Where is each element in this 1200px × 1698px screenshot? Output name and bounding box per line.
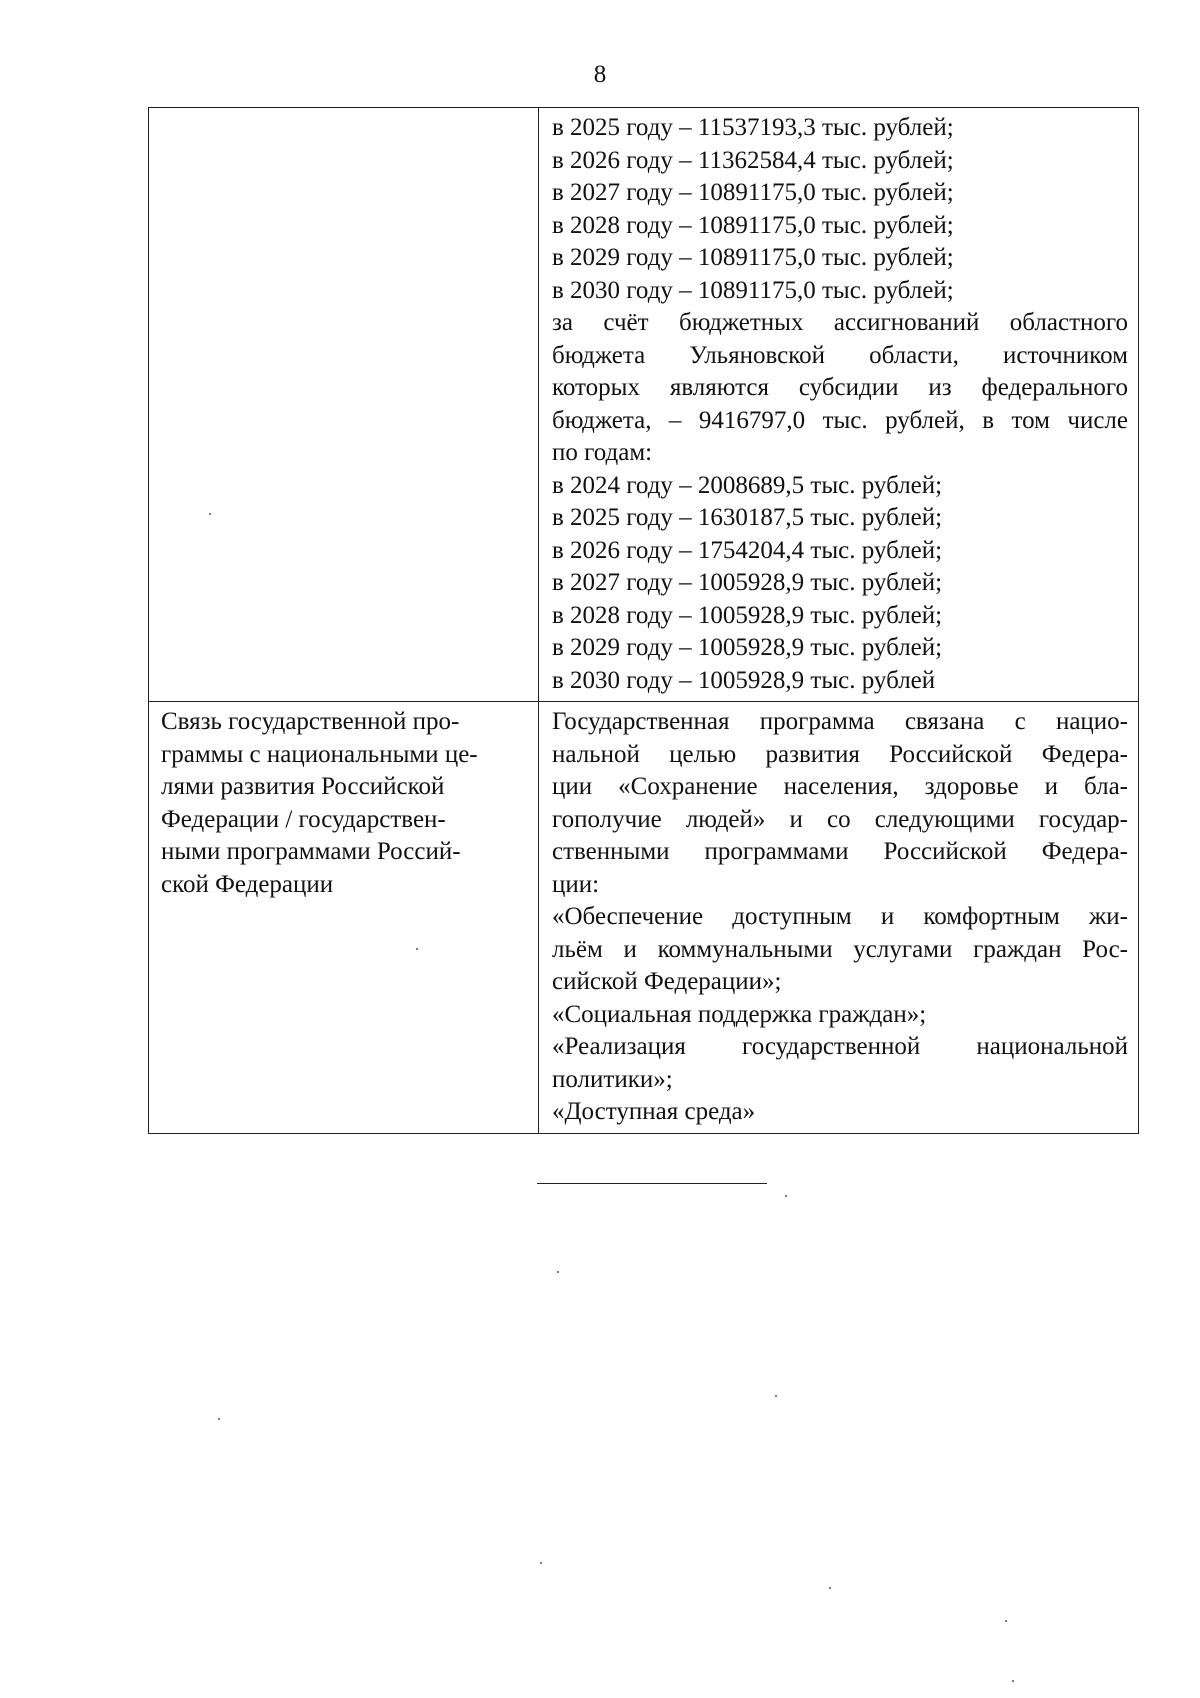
funding-line: в 2030 году – 10891175,0 тыс. рублей;: [552, 276, 954, 304]
heading-line: ской Федерации: [161, 870, 334, 898]
funding-line: в 2024 году – 2008689,5 тыс. рублей;: [552, 471, 943, 499]
programs-line: ции:: [552, 870, 600, 898]
programs-line: ции «Сохранение населения, здоровье и бла-: [552, 773, 1128, 800]
funding-line: бюджета Ульяновской области, источником: [552, 341, 1128, 369]
heading-line: ными программами Россий-: [161, 838, 461, 865]
scan-speck: [775, 1395, 777, 1397]
table-row: [149, 108, 1139, 702]
funding-line: в 2029 году – 1005928,9 тыс. рублей;: [552, 634, 943, 661]
funding-line: в 2026 году – 11362584,4 тыс. рублей;: [552, 146, 954, 174]
scan-speck: [209, 513, 211, 515]
scan-speck: [540, 1562, 542, 1564]
funding-line: бюджета, – 9416797,0 тыс. рублей, в том числе: [552, 406, 1128, 434]
heading-line: Связь государственной про-: [161, 708, 460, 735]
passport-table: [148, 107, 1139, 1134]
programs-line: ственными программами Российской Федера-: [552, 838, 1128, 865]
table-cell-programs: [539, 702, 1139, 1134]
scan-speck: [829, 1587, 831, 1589]
scan-speck: [1012, 1680, 1014, 1682]
funding-line: которых являются субсидии из федерального: [552, 374, 1128, 401]
programs-line: «Реализация государственной национальной: [552, 1033, 1128, 1060]
funding-line: в 2030 году – 1005928,9 тыс. рублей: [552, 666, 936, 694]
funding-line: в 2025 году – 11537193,3 тыс. рублей;: [552, 114, 954, 141]
funding-line: в 2028 году – 10891175,0 тыс. рублей;: [552, 211, 954, 239]
funding-line: в 2025 году – 1630187,5 тыс. рублей;: [552, 504, 943, 531]
scan-speck: [416, 948, 418, 950]
table-cell-funding: [539, 108, 1139, 702]
scan-speck: [1005, 1620, 1007, 1622]
programs-line: сийской Федерации»;: [552, 968, 782, 995]
programs-line: «Социальная поддержка граждан»;: [552, 1000, 927, 1028]
table-row: [149, 702, 1139, 1134]
programs-line: Государственная программа связана с нацио-: [552, 708, 1128, 735]
funding-line: в 2027 году – 1005928,9 тыс. рублей;: [552, 569, 943, 596]
page-number: 8: [593, 61, 607, 88]
programs-line: политики»;: [552, 1065, 673, 1093]
funding-line: за счёт бюджетных ассигнований областного: [552, 309, 1128, 336]
end-of-document-rule: [537, 1183, 767, 1184]
programs-line: льём и коммунальными услугами граждан Рос-: [552, 935, 1128, 963]
heading-line: лями развития Российской: [161, 773, 445, 800]
heading-line: граммы с национальными це-: [161, 740, 478, 768]
programs-line: нальной целью развития Российской Федера-: [552, 740, 1128, 768]
scan-speck: [557, 1271, 559, 1273]
funding-line: по годам:: [552, 439, 653, 466]
funding-line: в 2027 году – 10891175,0 тыс. рублей;: [552, 179, 954, 206]
heading-line: Федерации / государствен-: [161, 805, 446, 833]
scan-speck: [218, 1418, 220, 1420]
funding-line: в 2026 году – 1754204,4 тыс. рублей;: [552, 536, 943, 564]
table-cell-heading: [149, 702, 539, 1134]
funding-line: в 2028 году – 1005928,9 тыс. рублей;: [552, 601, 943, 629]
scan-speck: [785, 1195, 787, 1197]
programs-line: гополучие людей» и со следующими государ-: [552, 805, 1128, 833]
funding-line: в 2029 году – 10891175,0 тыс. рублей;: [552, 244, 954, 271]
programs-line: «Доступная среда»: [552, 1098, 756, 1125]
programs-line: «Обеспечение доступным и комфортным жи-: [552, 903, 1128, 930]
table-cell-left-empty: [149, 108, 539, 702]
